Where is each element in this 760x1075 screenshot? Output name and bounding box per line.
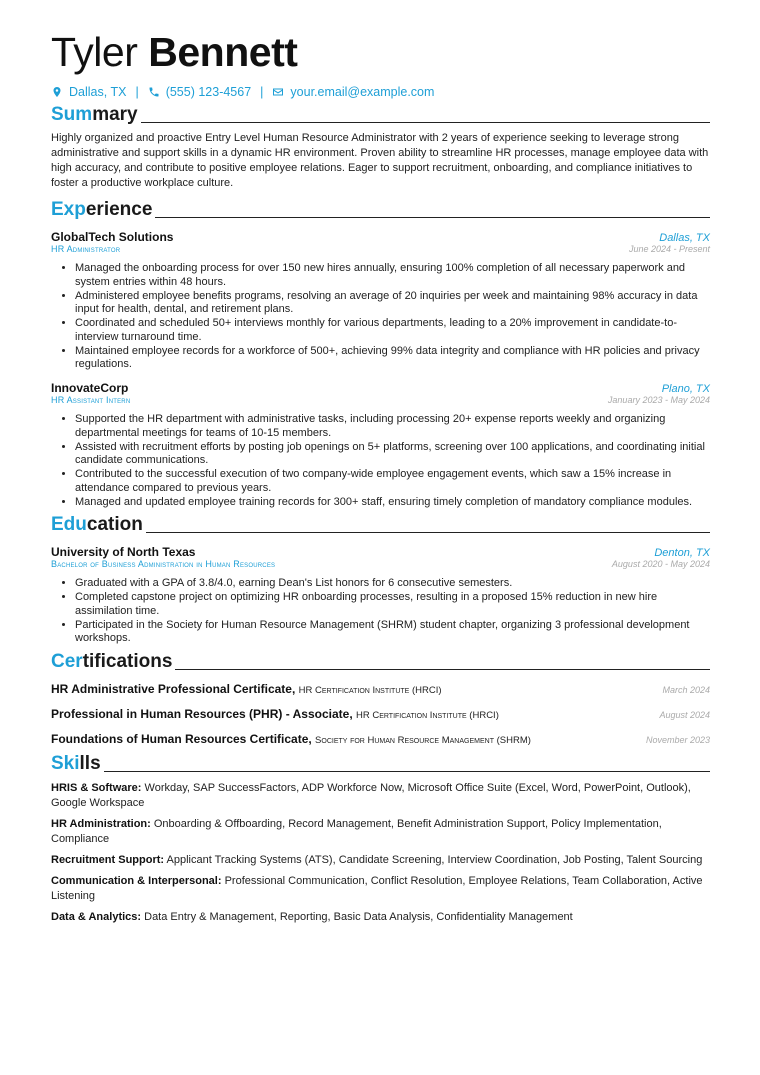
skills-heading bbox=[51, 753, 710, 775]
bullet-item: • Contributed to the successful execution of two company-wide employee engagement events, which saw a 15% increase in attendance compared to previous years. bbox=[75, 468, 710, 495]
company-name: InnovateCorp bbox=[51, 380, 129, 395]
certification-date: August 2024 bbox=[659, 710, 710, 720]
certification-name: HR Administrative Professional Certificate bbox=[51, 682, 292, 696]
job-dates: June 2024 - Present bbox=[628, 244, 710, 254]
skill-text: Workday, SAP SuccessFactors, ADP Workforce Now, Microsoft Office Suite (Excel, Word, PowerPoint, Outlook), Google Workspace bbox=[51, 782, 691, 809]
summary-title bbox=[51, 104, 138, 126]
skill-item bbox=[51, 910, 710, 925]
education-title-accent: Edu bbox=[51, 514, 87, 536]
certification-name: Professional in Human Resources (PHR) - Associate bbox=[51, 707, 350, 721]
company-name: GlobalTech Solutions bbox=[51, 230, 174, 244]
email-link: your.email@example.com bbox=[290, 85, 435, 99]
bullet-item: • Managed the onboarding process for over 150 new hires annually, ensuring 100% completion of all necessary paperwork and system entries within 48 hours. bbox=[75, 262, 710, 289]
education-entry bbox=[51, 545, 710, 646]
certification-item: Foundations of Human Resources Certificate, Society for Human Resource Management (SHRM) November 2023 bbox=[51, 732, 710, 746]
certifications-title bbox=[51, 651, 172, 673]
education-dates: August 2020 - May 2024 bbox=[611, 559, 710, 570]
skill-item bbox=[51, 853, 710, 868]
job-entry bbox=[51, 381, 710, 509]
experience-title bbox=[51, 199, 152, 221]
contact-phone[interactable] bbox=[148, 85, 251, 99]
summary-heading bbox=[51, 104, 710, 126]
school-location: Denton, TX bbox=[654, 547, 710, 560]
degree: Bachelor of Business Administration in Human Resources bbox=[51, 559, 276, 570]
skill-label: Communication & Interpersonal: bbox=[51, 875, 222, 887]
job-role: HR Assistant Intern bbox=[51, 394, 131, 405]
skill-text: Applicant Tracking Systems (ATS), Candidate Screening, Interview Coordination, Job Posting, Talent Sourcing bbox=[166, 854, 703, 866]
section-rule bbox=[104, 771, 710, 772]
experience-heading bbox=[51, 199, 710, 221]
bullet-item: • Managed and updated employee training records for 300+ staff, ensuring timely completion of mandatory compliance modules. bbox=[75, 496, 710, 510]
education-bullets bbox=[51, 577, 710, 646]
section-rule bbox=[146, 532, 710, 533]
bullet-item: • Participated in the Society for Human Resource Management (SHRM) student chapter, organizing 3 professional development workshops. bbox=[75, 619, 710, 646]
job-bullets bbox=[51, 262, 710, 372]
section-rule bbox=[155, 217, 710, 218]
contact-location bbox=[51, 85, 126, 99]
phone-icon bbox=[148, 86, 160, 98]
certification-date: March 2024 bbox=[662, 685, 710, 695]
contact-separator: | bbox=[135, 85, 139, 99]
section-rule bbox=[175, 669, 710, 670]
job-dates: January 2023 - May 2024 bbox=[607, 394, 710, 405]
certifications-title-accent: Cer bbox=[51, 651, 83, 672]
contact-separator: | bbox=[260, 85, 264, 99]
job-bullets bbox=[51, 413, 710, 509]
education-heading bbox=[51, 514, 710, 536]
bullet-item: • Maintained employee records for a workforce of 500+, achieving 99% data integrity and compliance with HR policies and privacy regulations. bbox=[75, 345, 710, 372]
skill-text: Onboarding & Offboarding, Record Management, Benefit Administration Support, Policy Implementation, Compliance bbox=[51, 818, 662, 845]
section-rule bbox=[141, 122, 710, 123]
education-title-rest: cation bbox=[86, 514, 143, 536]
map-pin-icon bbox=[51, 86, 63, 98]
skill-label: Recruitment Support: bbox=[51, 854, 165, 866]
first-name: Tyler bbox=[51, 29, 138, 75]
certifications-title-rest: tifications bbox=[82, 651, 173, 672]
last-name: Bennett bbox=[148, 29, 298, 75]
location-text: Dallas, TX bbox=[69, 85, 127, 99]
phone-text: (555) 123-4567 bbox=[165, 85, 252, 99]
certifications-heading bbox=[51, 651, 710, 673]
skill-text: Data Entry & Management, Reporting, Basic Data Analysis, Confidentiality Management bbox=[144, 911, 573, 923]
candidate-name bbox=[51, 30, 710, 74]
certification-item: HR Administrative Professional Certificate, HR Certification Institute (HRCI) March 2024 bbox=[51, 682, 710, 696]
skills-title-rest: lls bbox=[79, 753, 101, 774]
job-entry bbox=[51, 230, 710, 372]
bullet-item: • Completed capstone project on optimizing HR onboarding processes, resulting in a proposed 15% reduction in new hire assimilation time. bbox=[75, 591, 710, 618]
skills-title bbox=[51, 753, 101, 775]
summary-title-rest: mary bbox=[92, 104, 138, 125]
job-location: Dallas, TX bbox=[659, 232, 710, 244]
skill-item bbox=[51, 874, 710, 904]
summary-text: Highly organized and proactive Entry Level Human Resource Administrator with 2 years of experience seeking to leverage strong administrative and support skills in a dynamic HR environment. Proven ability to streamline HR processes, manage employee data with high accuracy, and contribute to positive employee relations. Eager to support recruitment, onboarding, and compliance initiatives to foster a productive workplace culture. bbox=[51, 132, 709, 189]
contact-line bbox=[51, 85, 710, 99]
skill-item bbox=[51, 781, 710, 811]
bullet-item: • Coordinated and scheduled 50+ interviews monthly for various departments, leading to a 20% improvement in candidate-to-interview turnaround time. bbox=[75, 317, 710, 344]
certification-date: November 2023 bbox=[645, 735, 710, 745]
experience-title-accent: Exp bbox=[51, 199, 86, 220]
skill-text: Professional Communication, Conflict Resolution, Employee Relations, Team Collaboration, Active Listening bbox=[51, 875, 703, 902]
certification-item: Professional in Human Resources (PHR) - Associate, HR Certification Institute (HRCI) August 2024 bbox=[51, 707, 710, 721]
school-name: University of North Texas bbox=[51, 545, 196, 560]
skill-label: Data & Analytics: bbox=[51, 911, 142, 923]
certification-issuer: HR Certification Institute (HRCI) bbox=[355, 710, 499, 721]
skills-title-accent: Ski bbox=[51, 753, 80, 774]
bullet-item: • Assisted with recruitment efforts by posting job openings on 5+ platforms, screening over 100 applications, and coordinating initial candidate communications. bbox=[75, 441, 710, 468]
certification-issuer: HR Certification Institute (HRCI) bbox=[298, 685, 442, 696]
skill-label: HR Administration: bbox=[51, 818, 151, 830]
skill-label: HRIS & Software: bbox=[51, 782, 142, 794]
bullet-item: • Graduated with a GPA of 3.8/4.0, earning Dean's List honors for 6 consecutive semesters. bbox=[75, 577, 710, 591]
certification-name: Foundations of Human Resources Certificate bbox=[51, 732, 309, 746]
envelope-icon bbox=[272, 86, 284, 98]
education-title bbox=[51, 514, 143, 536]
skill-item bbox=[51, 817, 710, 847]
contact-email[interactable] bbox=[272, 85, 434, 99]
bullet-item: • Administered employee benefits programs, resolving an average of 20 inquiries per week and maintaining 98% accuracy in data input for health, dental, and retirement plans. bbox=[75, 290, 710, 317]
certification-issuer: Society for Human Resource Management (SHRM) bbox=[315, 735, 531, 746]
bullet-item: • Supported the HR department with administrative tasks, including processing 20+ expense reports weekly and organizing departmental meetings for teams of 10-15 members. bbox=[75, 413, 710, 440]
summary-title-accent: Sum bbox=[51, 104, 93, 125]
job-location: Plano, TX bbox=[661, 382, 710, 395]
job-role: HR Administrator bbox=[51, 244, 121, 254]
experience-title-rest: erience bbox=[85, 199, 153, 220]
